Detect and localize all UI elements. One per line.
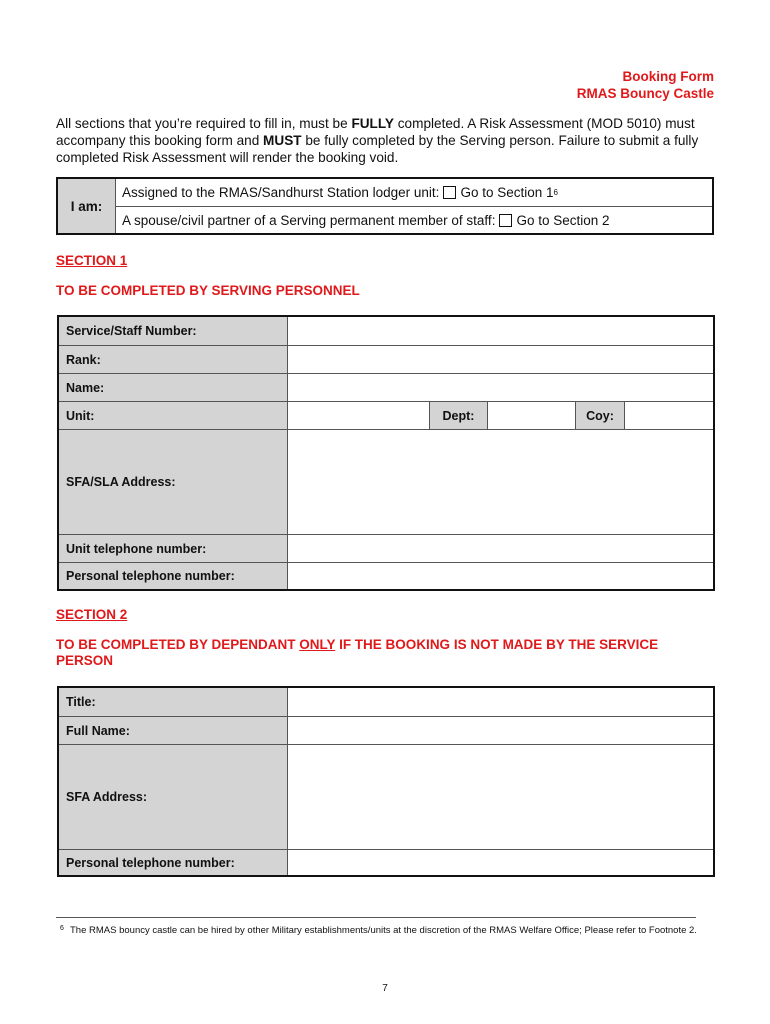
full-name-row xyxy=(59,717,713,745)
dependant-phone-row xyxy=(59,850,713,875)
address-label: SFA/SLA Address: xyxy=(59,430,288,534)
dependant-phone-label: Personal telephone number: xyxy=(59,850,288,875)
unit-phone-label: Unit telephone number: xyxy=(59,535,288,562)
title-row xyxy=(59,688,713,717)
full-name-label: Full Name: xyxy=(59,717,288,744)
rank-field[interactable] xyxy=(281,346,713,373)
i-am-selection xyxy=(56,177,714,235)
coy-label: Coy: xyxy=(575,402,625,429)
name-field[interactable] xyxy=(281,374,713,401)
service-number-row xyxy=(59,317,713,346)
intro-paragraph: All sections that you’re required to fill in, must be FULLY completed. A Risk Assessment (MOD 5010) must accompany this booking form and MUST be fully completed by the Serving person. Failure to submit a fully completed Risk Assessment will render the booking void. xyxy=(56,116,699,165)
i-am-label: I am: xyxy=(58,179,116,233)
section1-heading: SECTION 1 xyxy=(56,253,128,268)
sfa-address-field[interactable] xyxy=(281,745,713,849)
spouse-checkbox[interactable] xyxy=(499,214,512,227)
coy-field[interactable] xyxy=(624,402,713,429)
lodger-unit-checkbox[interactable] xyxy=(443,186,456,199)
form-subtitle: RMAS Bouncy Castle xyxy=(576,86,714,101)
title-label: Title: xyxy=(59,688,288,716)
unit-field[interactable] xyxy=(281,402,429,429)
footnote: 6 The RMAS bouncy castle can be hired by other Military establishments/units at the discretion of the RMAS Welfare Office; Please refer to Footnote 2. xyxy=(60,925,697,936)
personal-phone-field[interactable] xyxy=(281,563,713,589)
sfa-address-row xyxy=(59,745,713,850)
section2-heading: SECTION 2 xyxy=(56,607,128,622)
full-name-field[interactable] xyxy=(281,717,713,744)
unit-phone-field[interactable] xyxy=(281,535,713,562)
service-number-field[interactable] xyxy=(281,317,713,345)
title-field[interactable] xyxy=(281,688,713,716)
option-lodger-unit: Assigned to the RMAS/Sandhurst Station lodger unit: Go to Section 1 6 xyxy=(116,179,712,207)
form-title: Booking Form xyxy=(622,69,714,84)
page-number: 7 xyxy=(382,983,388,994)
section2-subheading: TO BE COMPLETED BY DEPENDANT ONLY IF THE BOOKING IS NOT MADE BY THE SERVICE PERSON xyxy=(56,637,659,668)
personal-phone-label: Personal telephone number: xyxy=(59,563,288,589)
dept-label: Dept: xyxy=(429,402,488,429)
address-row xyxy=(59,430,713,535)
personal-phone-row xyxy=(59,563,713,589)
sfa-address-label: SFA Address: xyxy=(59,745,288,849)
rank-label: Rank: xyxy=(59,346,288,373)
section2-form xyxy=(57,686,715,877)
name-row xyxy=(59,374,713,402)
dept-field[interactable] xyxy=(487,402,575,429)
unit-row xyxy=(59,402,713,430)
footnote-divider xyxy=(56,917,696,918)
unit-label: Unit: xyxy=(59,402,288,429)
rank-row xyxy=(59,346,713,374)
dependant-phone-field[interactable] xyxy=(281,850,713,875)
unit-phone-row xyxy=(59,535,713,563)
name-label: Name: xyxy=(59,374,288,401)
section1-subheading: TO BE COMPLETED BY SERVING PERSONNEL xyxy=(56,283,360,298)
address-field[interactable] xyxy=(281,430,713,534)
option-spouse: A spouse/civil partner of a Serving permanent member of staff: Go to Section 2 xyxy=(122,213,610,228)
section1-form xyxy=(57,315,715,591)
service-number-label: Service/Staff Number: xyxy=(59,317,288,345)
